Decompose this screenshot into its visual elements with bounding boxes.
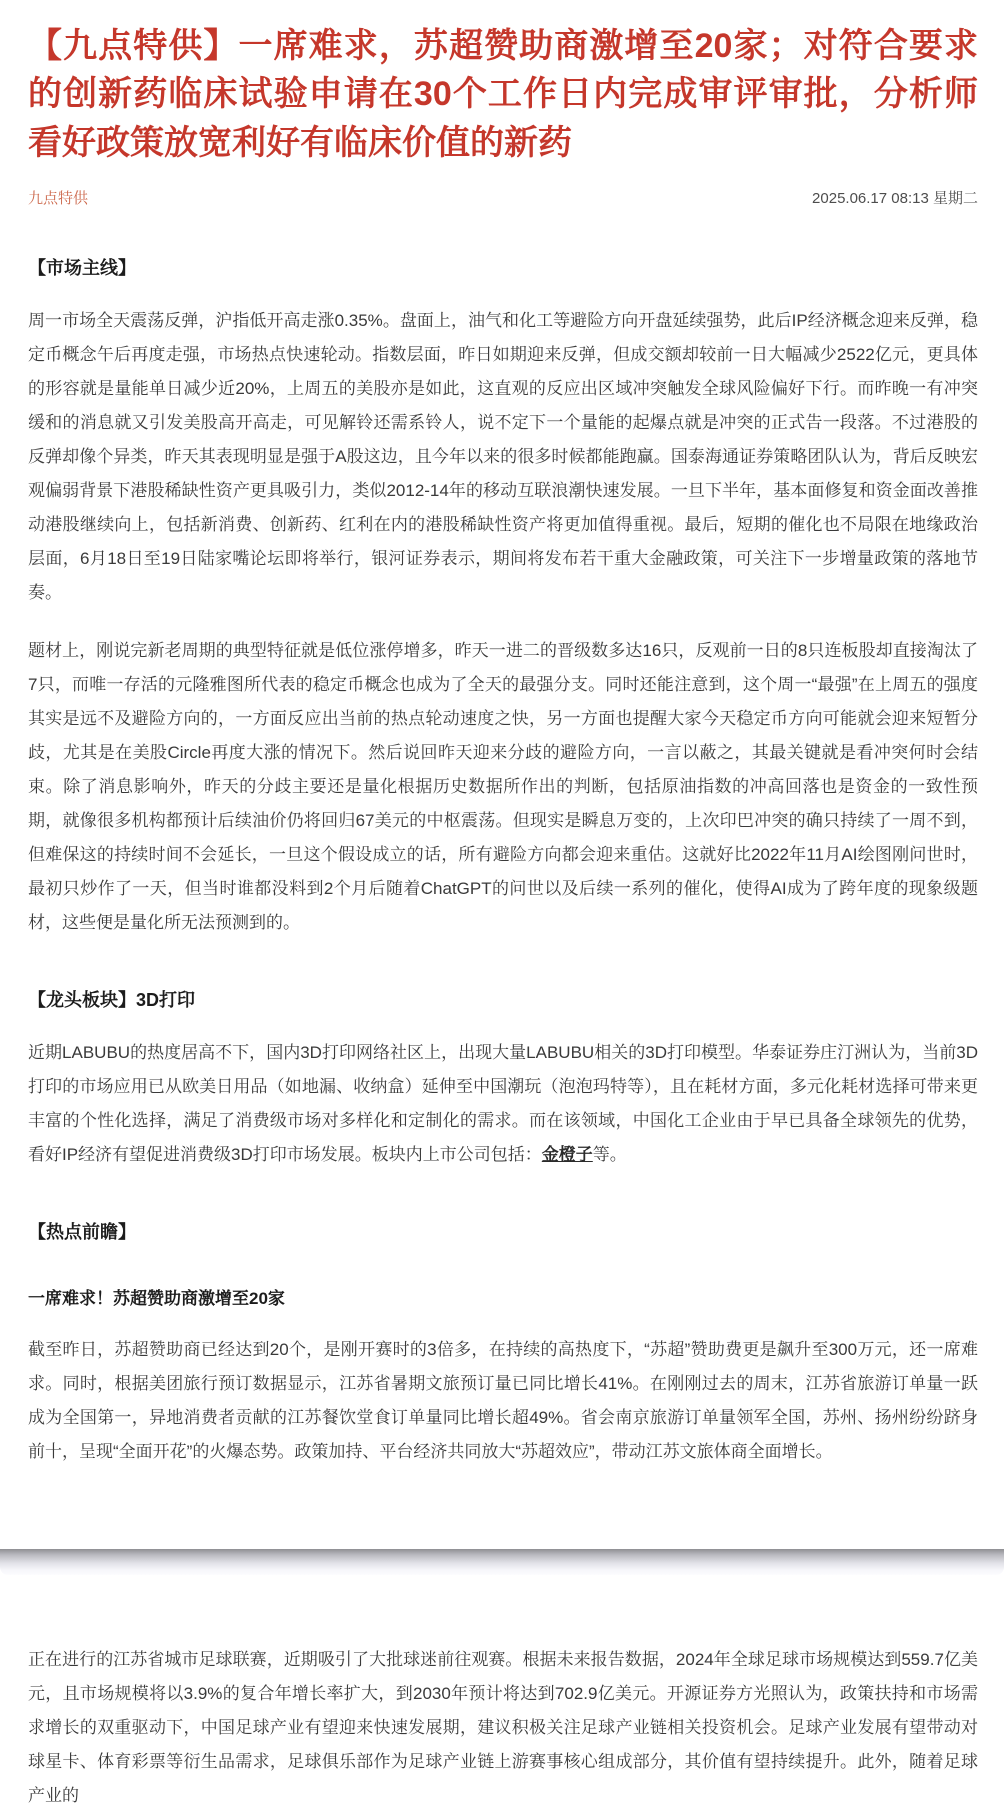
paragraph-football-industry: 正在进行的江苏省城市足球联赛，近期吸引了大批球迷前往观赛。根据未来报告数据，2024年全球足球市场规模达到559.7亿美元，且市场规模将以3.9%的复合年增长率扩大，到2030年预计将达到702.9亿美元。开源证券方光照认为，政策扶持和市场需求增长的双重驱动下，中国足球产业有望迎来快速发展期，建议积极关注足球产业链相关投资机会。足球产业发展有望带动对球星卡、体育彩票等衍生品需求，足球俱乐部作为足球产业链上游赛事核心组成部分，其价值有望持续提升。此外，随着足球产业的 [28,1649,978,1805]
page-break-divider [0,1549,1004,1575]
source-tag[interactable]: 九点特供 [28,189,89,207]
article-title: 【九点特供】一席难求，苏超赞助商激增至20家；对符合要求的创新药临床试验申请在30个工作日内完成审评审批，分析师看好政策放宽利好有临床价值的新药 [28,27,978,162]
paragraph-suchao-sponsors: 截至昨日，苏超赞助商已经达到20个，是刚开赛时的3倍多，在持续的高热度下，“苏超”赞助费更是飙升至300万元，还一席难求。同时，根据美团旅行预订数据显示，江苏省暑期文旅预订量已同比增长41%。在刚刚过去的周末，江苏省旅游订单量一跃成为全国第一，异地消费者贡献的江苏餐饮堂食订单量同比增长超49%。省会南京旅游订单量领军全国，苏州、扬州纷纷跻身前十，呈现“全面开花”的火爆态势。政策加持、平台经济共同放大“苏超效应”，带动江苏文旅体商全面增长。 [28,1339,978,1461]
section-heading-market-mainline: 【市场主线】 [28,257,136,278]
publish-datetime: 2025.06.17 08:13 星期二 [812,189,978,207]
paragraph-3d-print-text: 近期LABUBU的热度居高不下，国内3D打印网络社区上，出现大量LABUBU相关的3D打印模型。华泰证券庄汀洲认为，当前3D打印的市场应用已从欧美日用品（如地漏、收纳盒）延伸至中国潮玩（泡泡玛特等），且在耗材方面，多元化耗材选择可带来更丰富的个性化选择，满足了消费级市场对多样化和定制化的需求。而在该领域，中国化工企业由于早已具备全球领先的优势，看好IP经济有望促进消费级3D打印市场发展。板块内上市公司包括： [28,1042,978,1164]
paragraph-3d-print-tail: 等。 [592,1144,627,1164]
stock-link-jinchengzi[interactable]: 金橙子 [541,1144,593,1164]
section-heading-hotspot-outlook: 【热点前瞻】 [28,1221,136,1242]
section-heading-leading-sector-3d-print: 【龙头板块】3D打印 [28,989,196,1010]
article-meta [28,187,978,208]
subheading-suchao-sponsors: 一席难求！苏超赞助商激增至20家 [28,1288,285,1308]
paragraph-market-overview: 周一市场全天震荡反弹，沪指低开高走涨0.35%。盘面上，油气和化工等避险方向开盘延续强势，此后IP经济概念迎来反弹，稳定币概念午后再度走强，市场热点快速轮动。指数层面，昨日如期迎来反弹，但成交额却较前一日大幅减少2522亿元，更具体的形容就是量能单日减少近20%，上周五的美股亦是如此，这直观的反应出区域冲突触发全球风险偏好下行。而昨晚一有冲突缓和的消息就又引发美股高开高走，可见解铃还需系铃人，说不定下一个量能的起爆点就是冲突的正式告一段落。不过港股的反弹却像个异类，昨天其表现明显是强于A股这边，且今年以来的很多时候都能跑赢。国泰海通证券策略团队认为，背后反映宏观偏弱背景下港股稀缺性资产更具吸引力，类似2012-14年的移动互联浪潮快速发展。一旦下半年，基本面修复和资金面改善推动港股继续向上，包括新消费、创新药、红利在内的港股稀缺性资产将更加值得重视。最后，短期的催化也不局限在地缘政治层面，6月18日至19日陆家嘴论坛即将举行，银河证券表示，期间将发布若干重大金融政策，可关注下一步增量政策的落地节奏。 [28,310,978,602]
paragraph-market-themes: 题材上，刚说完新老周期的典型特征就是低位涨停增多，昨天一进二的晋级数多达16只，反观前一日的8只连板股却直接淘汰了7只，而唯一存活的元隆雅图所代表的稳定币概念也成为了全天的最强分支。同时还能注意到，这个周一“最强”在上周五的强度其实是远不及避险方向的，一方面反应出当前的热点轮动速度之快，另一方面也提醒大家今天稳定币方向可能就会迎来短暂分歧，尤其是在美股Circle再度大涨的情况下。然后说回昨天迎来分歧的避险方向，一言以蔽之，其最关键就是看冲突何时会结束。除了消息影响外，昨天的分歧主要还是量化根据历史数据所作出的判断，包括原油指数的冲高回落也是资金的一致性预期，就像很多机构都预计后续油价仍将回归67美元的中枢震荡。但现实是瞬息万变的，上次印巴冲突的确只持续了一周不到，但难保这的持续时间不会延长，一旦这个假设成立的话，所有避险方向都会迎来重估。这就好比2022年11月AI绘图刚问世时，最初只炒作了一天，但当时谁都没料到2个月后随着ChatGPT的问世以及后续一系列的催化，使得AI成为了跨年度的现象级题材，这些便是量化所无法预测到的。 [28,640,978,932]
paragraph-3d-print [28,1036,978,1172]
